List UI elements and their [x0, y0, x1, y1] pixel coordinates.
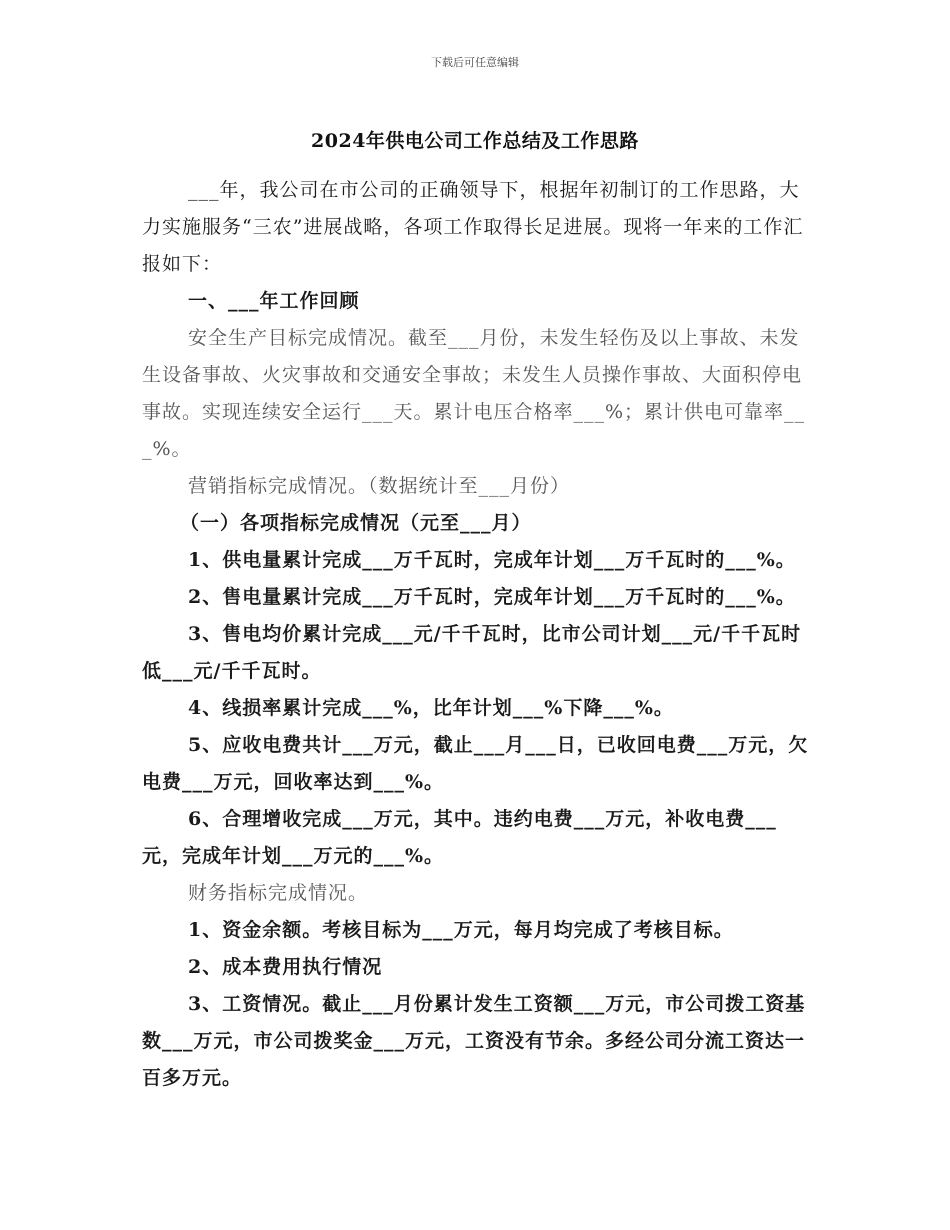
- marketing-paragraph: 营销指标完成情况。（数据统计至___月份）: [188, 475, 571, 497]
- document-title: 2024年供电公司工作总结及工作思路: [311, 130, 639, 152]
- document-body: [142, 172, 814, 1097]
- intro-paragraph: ___年，我公司在市公司的正确领导下，根据年初制订的工作思路，大力实施服务“三农”进展战略，各项工作取得长足进展。现将一年来的工作汇报如下：: [142, 179, 804, 275]
- indicator-item-4: 4、线损率累计完成___%，比年计划___%下降___%。: [188, 697, 674, 719]
- indicator-item-1: 1、供电量累计完成___万千瓦时，完成年计划___万千瓦时的___%。: [188, 549, 796, 571]
- subsection-heading-indicators: （一）各项指标完成情况（元至___月）: [180, 512, 532, 534]
- finance-item-1: 1、资金余额。考核目标为___万元，每月均完成了考核目标。: [188, 919, 734, 941]
- finance-paragraph: 财务指标完成情况。: [188, 882, 369, 904]
- section-heading-review: 一、___年工作回顾: [188, 290, 360, 312]
- finance-item-3: 3、工资情况。截止___月份累计发生工资额___万元，市公司拨工资基数___万元，市公司拨奖金___万元，工资没有节余。多经公司分流工资达一百多万元。: [142, 993, 806, 1089]
- indicator-item-5: 5、应收电费共计___万元，截止___月___日，已收回电费___万元，欠电费___万元，回收率达到___%。: [142, 734, 809, 793]
- finance-item-2: 2、成本费用执行情况: [188, 956, 383, 978]
- indicator-item-6: 6、合理增收完成___万元，其中。违约电费___万元，补收电费___元，完成年计划___万元的___%。: [142, 808, 777, 867]
- indicator-item-2: 2、售电量累计完成___万千瓦时，完成年计划___万千瓦时的___%。: [188, 586, 796, 608]
- header-note: 下载后可任意编辑: [431, 56, 519, 69]
- indicator-item-3: 3、售电均价累计完成___元/千千瓦时，比市公司计划___元/千千瓦时低___元/千千瓦时。: [142, 623, 802, 682]
- safety-paragraph: 安全生产目标完成情况。截至___月份，未发生轻伤及以上事故、未发生设备事故、火灾事故和交通安全事故；未发生人员操作事故、大面积停电事故。实现连续安全运行___天。累计电压合格率___%；累计供电可靠率___%。: [142, 327, 806, 460]
